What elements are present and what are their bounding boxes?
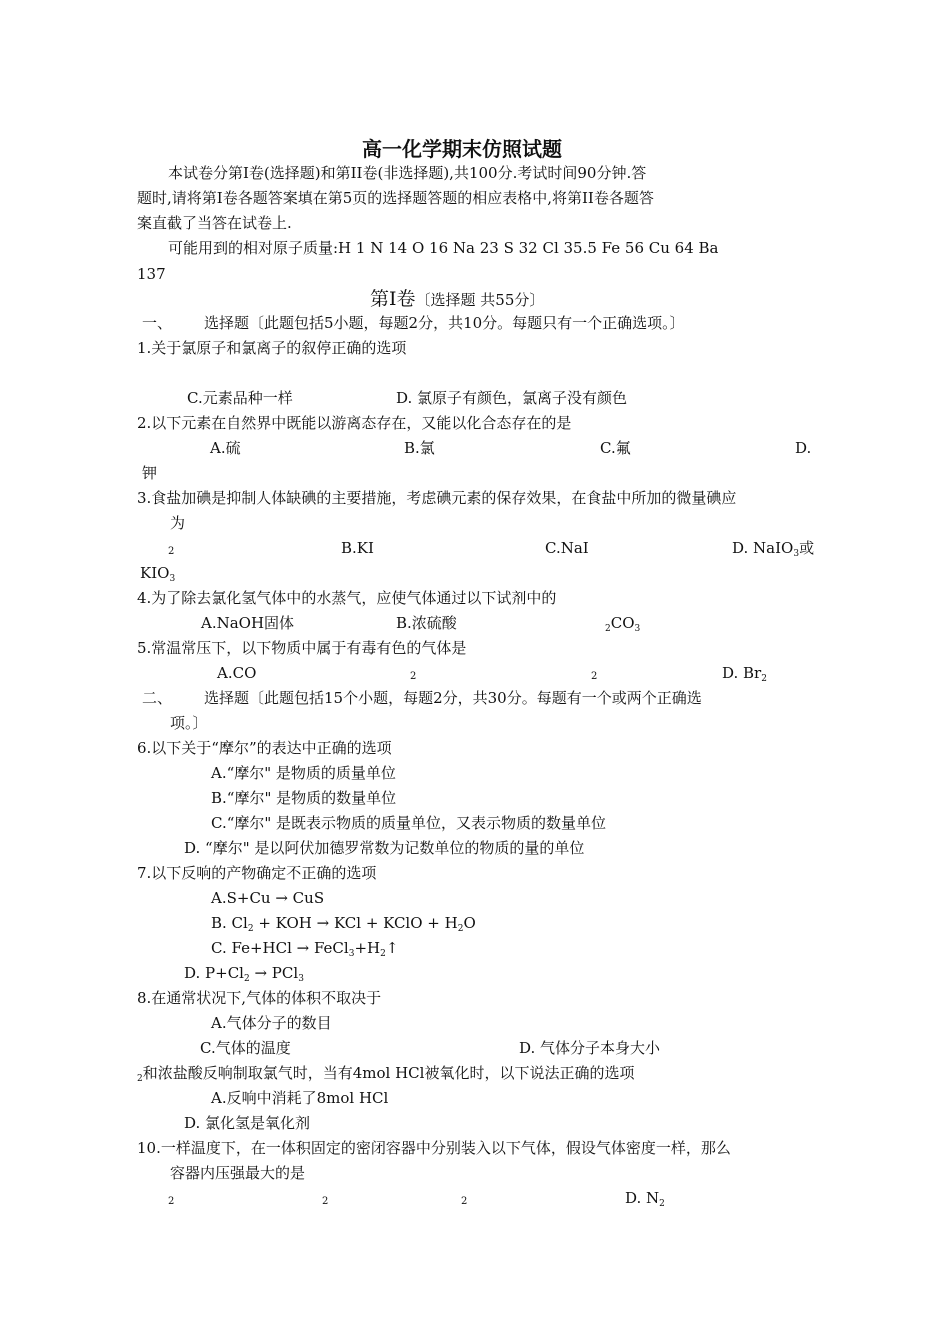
- question-9-stem: [137, 1063, 634, 1089]
- question-6-stem: 6.以下关于“摩尔”的表达中正确的选项: [137, 739, 392, 757]
- question-4-option-b: B.浓硫酸: [396, 614, 457, 632]
- question-4-option-c: [605, 613, 640, 639]
- question-1-option-d: D. 氯原子有颜色，氯离子没有颜色: [396, 389, 628, 407]
- question-10-option-d-subscript: 2: [659, 1199, 665, 1209]
- question-10-option-d: [625, 1188, 665, 1214]
- question-10-option-d-formula: D. N: [625, 1189, 660, 1207]
- question-7-option-c-part-1: C. Fe+HCl → FeCl: [211, 939, 349, 957]
- question-7-option-b: B. $Cl_2$ + KOH → KCl + KClO + $H_2O$: [211, 914, 476, 934]
- question-3-option-d-alt: [140, 563, 175, 589]
- atomic-mass-line: 可能用到的相对原子质量:H 1 N 14 O 16 Na 23 S 32 Cl 35.5 Fe 56 Cu 64 Ba: [168, 239, 719, 257]
- question-5-option-c-subscript: 2: [591, 671, 598, 682]
- question-4-option-c-formula: CO: [610, 614, 635, 632]
- question-9-option-d: D. 氯化氢是氧化剂: [184, 1114, 311, 1132]
- question-8-option-c: C.气体的温度: [200, 1039, 291, 1057]
- question-4-option-c-subscript: 2: [605, 624, 611, 634]
- question-10-option-b-subscript: 2: [322, 1196, 329, 1207]
- question-3-stem: 3.食盐加碘是抑制人体缺碘的主要措施，考虑碘元素的保存效果，在食盐中所加的微量碘应: [137, 489, 737, 507]
- question-7-option-d-part-2: → PCl: [249, 964, 299, 982]
- question-8-option-a: A.气体分子的数目: [211, 1014, 332, 1032]
- question-7-stem: 7.以下反响的产物确定不正确的选项: [137, 864, 377, 882]
- question-6-option-c: C.“摩尔" 是既表示物质的质量单位，又表示物质的数量单位: [211, 814, 607, 832]
- question-6-option-a: A.“摩尔" 是物质的质量单位: [211, 764, 396, 782]
- question-3-option-a-subscript: 2: [168, 546, 175, 557]
- question-4-option-a: A.NaOH固体: [201, 614, 295, 632]
- part-one-note: 〔选择题 共55分〕: [415, 291, 545, 309]
- question-10-option-a-subscript: 2: [168, 1196, 175, 1207]
- question-6-option-b: B.“摩尔" 是物质的数量单位: [211, 789, 397, 807]
- section-one-number: 一、: [142, 314, 173, 332]
- question-7-option-c-part-2: +H: [354, 939, 381, 957]
- section-one-instructions: 选择题〔此题包括5小题，每题2分，共10分。每题只有一个正确选项。〕: [204, 314, 685, 332]
- question-4-option-c-subscript-2: 3: [634, 624, 641, 634]
- question-3-stem-2: 为: [170, 514, 186, 532]
- question-7-option-c: C. $Fe+HCl \to FeCl_3+H_2↑$: [211, 939, 399, 959]
- question-4-stem: 4.为了除去氯化氢气体中的水蒸气，应使气体通过以下试剂中的: [137, 589, 557, 607]
- intro-line-2: 题时,请将第Ⅰ卷各题答案填在第5页的选择题答题的相应表格中,将第II卷各题答: [137, 189, 654, 207]
- part-one-name: 第Ⅰ卷: [370, 288, 416, 310]
- question-6-option-d: D. “摩尔" 是以阿伏加德罗常数为记数单位的物质的量的单位: [184, 839, 585, 857]
- question-5-option-d-subscript: 2: [761, 674, 767, 684]
- question-3-option-d: [732, 538, 814, 564]
- question-3-kio-subscript: 3: [169, 574, 176, 584]
- question-3-kio-formula: KIO: [140, 564, 170, 582]
- question-7-option-c-part-3: ↑: [385, 939, 399, 957]
- section-two-instructions-2: 项。〕: [170, 714, 208, 732]
- question-2-option-b: B.氯: [404, 439, 435, 457]
- question-10-stem: 10.一样温度下，在一体积固定的密闭容器中分别装入以下气体，假设气体密度一样，那么: [137, 1139, 731, 1157]
- question-3-option-d-formula: D. NaIO: [732, 539, 794, 557]
- question-7-option-d: D. $P+Cl_2 \to PCl_3$: [184, 964, 304, 984]
- question-2-option-d: D.: [795, 439, 812, 457]
- question-5-option-a: A.CO: [217, 664, 257, 682]
- question-10-option-c-subscript: 2: [461, 1196, 468, 1207]
- question-2-option-c: C.氟: [600, 439, 631, 457]
- question-7-option-d-part-1: D. P+Cl: [184, 964, 244, 982]
- question-8-stem: 8.在通常状况下,气体的体积不取决于: [137, 989, 382, 1007]
- question-8-option-d: D. 气体分子本身大小: [519, 1039, 661, 1057]
- question-5-option-b-subscript: 2: [410, 671, 417, 682]
- question-2-option-d-text: 钾: [142, 464, 158, 482]
- question-5-stem: 5.常温常压下，以下物质中属于有毒有色的气体是: [137, 639, 467, 657]
- part-one-heading: [370, 286, 544, 312]
- question-5-option-d-formula: D. Br: [722, 664, 762, 682]
- question-9-subscript: 2: [137, 1074, 143, 1084]
- question-7-option-a: A.S+Cu → CuS: [211, 889, 325, 907]
- question-7-option-b-part-3: O: [463, 914, 476, 932]
- question-1-stem: 1.关于氯原子和氯离子的叙停正确的选项: [137, 339, 407, 357]
- intro-line-1: 本试卷分第Ⅰ卷(选择题)和第II卷(非选择题),共100分.考试时间90分钟.答: [168, 164, 647, 182]
- question-7-option-b-part-1: B. Cl: [211, 914, 248, 932]
- question-3-option-b: B.KI: [341, 539, 374, 557]
- question-3-option-d-subscript: 3: [793, 549, 800, 559]
- atomic-mass-line-2: 137: [137, 265, 166, 283]
- question-7-option-b-part-2: + KOH → KCl + KClO + H: [253, 914, 458, 932]
- question-2-option-a: A.硫: [210, 439, 241, 457]
- section-two-instructions: 选择题〔此题包括15个小题，每题2分，共30分。每题有一个或两个正确选: [204, 689, 702, 707]
- question-10-stem-2: 容器内压强最大的是: [170, 1164, 306, 1182]
- question-3-option-c: C.NaI: [545, 539, 589, 557]
- section-two-number: 二、: [142, 689, 173, 707]
- question-9-option-a: A.反响中消耗了8mol HCl: [211, 1089, 389, 1107]
- page-title: 高一化学期末仿照试题: [362, 137, 562, 161]
- question-5-option-d: [722, 663, 767, 689]
- question-9-stem-text: 和浓盐酸反响制取氯气时，当有4mol HCl被氧化时，以下说法正确的选项: [142, 1064, 635, 1082]
- question-3-option-d-or: 或: [799, 539, 815, 557]
- question-2-stem: 2.以下元素在自然界中既能以游离态存在，又能以化合态存在的是: [137, 414, 572, 432]
- intro-line-3: 案直截了当答在试卷上.: [137, 214, 292, 232]
- question-1-option-c: C.元素品种一样: [187, 389, 293, 407]
